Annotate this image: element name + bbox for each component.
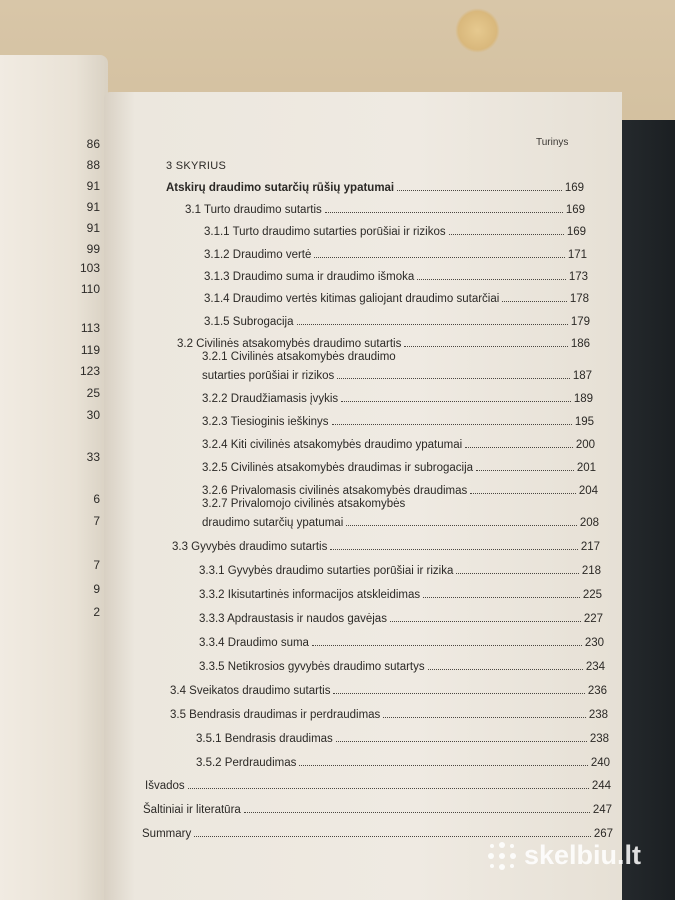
- toc-entry: [196, 729, 609, 745]
- left-page-number: 119: [80, 343, 100, 357]
- toc-entry-page: 171: [567, 249, 587, 261]
- toc-entry-chapter-title: [166, 178, 584, 194]
- toc-entry: [142, 824, 613, 840]
- toc-entry-label: 3.3.2 Ikisutartinės informacijos atskleidimas: [199, 589, 421, 601]
- toc-entry-label: 3.2.3 Tiesioginis ieškinys: [202, 416, 329, 428]
- toc-entry: [202, 513, 599, 529]
- toc-entry-page: 186: [570, 338, 590, 350]
- toc-entry: [204, 312, 590, 328]
- toc-entry-label: Summary: [142, 828, 192, 840]
- toc-entry-label: 3.5.2 Perdraudimas: [196, 757, 297, 769]
- toc-entry-label: 3.2 Civilinės atsakomybės draudimo sutartis: [177, 338, 402, 350]
- toc-leader-dots: [297, 324, 568, 325]
- toc-entry-label: 3.2.5 Civilinės atsakomybės draudimas ir subrogacija: [202, 462, 474, 474]
- toc-entry: [204, 289, 589, 305]
- toc-entry: [177, 334, 590, 350]
- toc-entry: [170, 681, 607, 697]
- toc-leader-dots: [336, 741, 587, 742]
- toc-entry: [202, 366, 592, 382]
- toc-leader-dots: [194, 836, 591, 837]
- toc-entry-label: 3.5.1 Bendrasis draudimas: [196, 733, 333, 745]
- background-pattern-mark: [455, 8, 500, 53]
- left-page-number: 113: [80, 321, 100, 335]
- toc-entry: [172, 537, 600, 553]
- left-page: [0, 55, 108, 900]
- toc-entry: [170, 705, 608, 721]
- toc-entry: [199, 609, 603, 625]
- toc-entry-page: 178: [569, 293, 589, 305]
- toc-entry: [202, 412, 594, 428]
- toc-entry-page: 240: [590, 757, 610, 769]
- toc-entry-label: 3.2.6 Privalomasis civilinės atsakomybės draudimas: [202, 485, 468, 497]
- toc-entry: [185, 200, 585, 216]
- left-page-number: 91: [86, 200, 100, 214]
- left-page-number: 123: [79, 364, 100, 378]
- toc-leader-dots: [404, 346, 567, 347]
- toc-leader-dots: [456, 573, 578, 574]
- toc-entry-page: 169: [565, 204, 585, 216]
- toc-leader-dots: [476, 470, 574, 471]
- toc-entry-label: 3.3.5 Netikrosios gyvybės draudimo sutartys: [199, 661, 425, 673]
- toc-entry: [199, 585, 602, 601]
- toc-entry-label: 3.1 Turto draudimo sutartis: [185, 204, 322, 216]
- toc-entry-page: 244: [591, 780, 611, 792]
- toc-entry-page: 201: [576, 462, 596, 474]
- toc-entry-label: Atskirų draudimo sutarčių rūšių ypatumai: [166, 182, 395, 194]
- left-page-number: 91: [86, 179, 100, 193]
- toc-leader-dots: [325, 212, 563, 213]
- toc-entry-page: 187: [572, 370, 592, 382]
- toc-entry-page: 204: [578, 485, 598, 497]
- watermark-text: skelbiu.lt: [524, 840, 642, 870]
- toc-entry-label: draudimo sutarčių ypatumai: [202, 517, 344, 529]
- toc-entry: [199, 561, 601, 577]
- toc-entry-label: 3.3 Gyvybės draudimo sutartis: [172, 541, 328, 553]
- toc-entry-label: 3.1.2 Draudimo vertė: [204, 249, 312, 261]
- left-page-number: 2: [93, 605, 100, 619]
- toc-entry-page: 238: [588, 709, 608, 721]
- toc-leader-dots: [346, 525, 577, 526]
- toc-leader-dots: [312, 645, 582, 646]
- toc-entry: [196, 753, 610, 769]
- toc-leader-dots: [337, 378, 570, 379]
- toc-entry-label: 3.3.1 Gyvybės draudimo sutarties porūšiai ir rizika: [199, 565, 454, 577]
- toc-entry-first-line: 3.2.1 Civilinės atsakomybės draudimo: [202, 351, 396, 363]
- toc-entry-label: 3.1.1 Turto draudimo sutarties porūšiai ir rizikos: [204, 226, 446, 238]
- toc-entry: [202, 458, 596, 474]
- left-page-number: 7: [93, 514, 100, 528]
- toc-leader-dots: [314, 257, 564, 258]
- toc-entry: [145, 776, 611, 792]
- toc-entry: [204, 267, 588, 283]
- toc-entry-label: 3.3.4 Draudimo suma: [199, 637, 309, 649]
- toc-leader-dots: [470, 493, 576, 494]
- toc-leader-dots: [332, 424, 572, 425]
- toc-entry-label: 3.5 Bendrasis draudimas ir perdraudimas: [170, 709, 381, 721]
- toc-leader-dots: [390, 621, 581, 622]
- toc-entry-label: 3.1.4 Draudimo vertės kitimas galiojant draudimo sutarčiai: [204, 293, 500, 305]
- chapter-label: 3 SKYRIUS: [166, 160, 227, 172]
- toc-entry: [202, 435, 595, 451]
- toc-entry-page: 236: [587, 685, 607, 697]
- dots-logo-icon: [488, 842, 516, 870]
- toc-entry: [199, 657, 605, 673]
- toc-entry-page: 169: [566, 226, 586, 238]
- toc-leader-dots: [188, 788, 589, 789]
- toc-leader-dots: [244, 812, 590, 813]
- toc-entry-page: 200: [575, 439, 595, 451]
- toc-entry: [202, 389, 593, 405]
- toc-entry-page: 179: [570, 316, 590, 328]
- toc-entry-label: 3.1.3 Draudimo suma ir draudimo išmoka: [204, 271, 415, 283]
- toc-leader-dots: [333, 693, 584, 694]
- toc-leader-dots: [502, 301, 567, 302]
- toc-entry-page: 267: [593, 828, 613, 840]
- left-page-number: 99: [86, 242, 100, 256]
- left-page-number: 103: [79, 261, 100, 275]
- toc-entry-page: 173: [568, 271, 588, 283]
- toc-entry-page: 234: [585, 661, 605, 673]
- toc-entry-label: 3.2.2 Draudžiamasis įvykis: [202, 393, 339, 405]
- toc-entry-label: 3.4 Sveikatos draudimo sutartis: [170, 685, 331, 697]
- left-page-number: 25: [86, 386, 100, 400]
- toc-entry-page: 218: [581, 565, 601, 577]
- toc-entry-page: 247: [592, 804, 612, 816]
- toc-entry: [204, 245, 587, 261]
- toc-entry: [199, 633, 604, 649]
- toc-entry-label: 3.1.5 Subrogacija: [204, 316, 294, 328]
- toc-leader-dots: [383, 717, 586, 718]
- toc-leader-dots: [423, 597, 580, 598]
- toc-leader-dots: [428, 669, 583, 670]
- toc-entry-label: 3.3.3 Apdraustasis ir naudos gavėjas: [199, 613, 387, 625]
- left-page-number: 110: [80, 282, 100, 296]
- toc-leader-dots: [299, 765, 587, 766]
- left-page-number: 7: [93, 558, 100, 572]
- watermark: [488, 840, 641, 871]
- toc-entry-label: Išvados: [145, 780, 185, 792]
- toc-entry-label: sutarties porūšiai ir rizikos: [202, 370, 335, 382]
- toc-leader-dots: [330, 549, 577, 550]
- toc-entry-page: 230: [584, 637, 604, 649]
- toc-entry-page: 169: [564, 182, 584, 194]
- left-page-number: 33: [86, 450, 100, 464]
- left-page-number: 86: [86, 137, 100, 151]
- toc-entry-label: 3.2.4 Kiti civilinės atsakomybės draudimo ypatumai: [202, 439, 463, 451]
- toc-leader-dots: [397, 190, 562, 191]
- toc-entry-page: 195: [574, 416, 594, 428]
- left-page-number: 6: [93, 492, 100, 506]
- toc-leader-dots: [341, 401, 571, 402]
- toc-entry-page: 227: [583, 613, 603, 625]
- toc-entry: [143, 800, 612, 816]
- running-head: Turinys: [536, 137, 569, 148]
- toc-leader-dots: [465, 447, 573, 448]
- toc-entry: [204, 222, 586, 238]
- toc-entry-page: 217: [580, 541, 600, 553]
- toc-entry-first-line: 3.2.7 Privalomojo civilinės atsakomybės: [202, 498, 406, 510]
- toc-leader-dots: [449, 234, 564, 235]
- toc-entry-page: 238: [589, 733, 609, 745]
- left-page-number: 30: [86, 408, 100, 422]
- left-page-number: 91: [86, 221, 100, 235]
- toc-entry-label: Šaltiniai ir literatūra: [143, 804, 241, 816]
- left-page-number: 88: [86, 158, 100, 172]
- toc-leader-dots: [417, 279, 566, 280]
- toc-entry-page: 225: [582, 589, 602, 601]
- toc-entry-page: 208: [579, 517, 599, 529]
- toc-entry-page: 189: [573, 393, 593, 405]
- left-page-number: 9: [93, 582, 100, 596]
- toc-entry: [202, 481, 598, 497]
